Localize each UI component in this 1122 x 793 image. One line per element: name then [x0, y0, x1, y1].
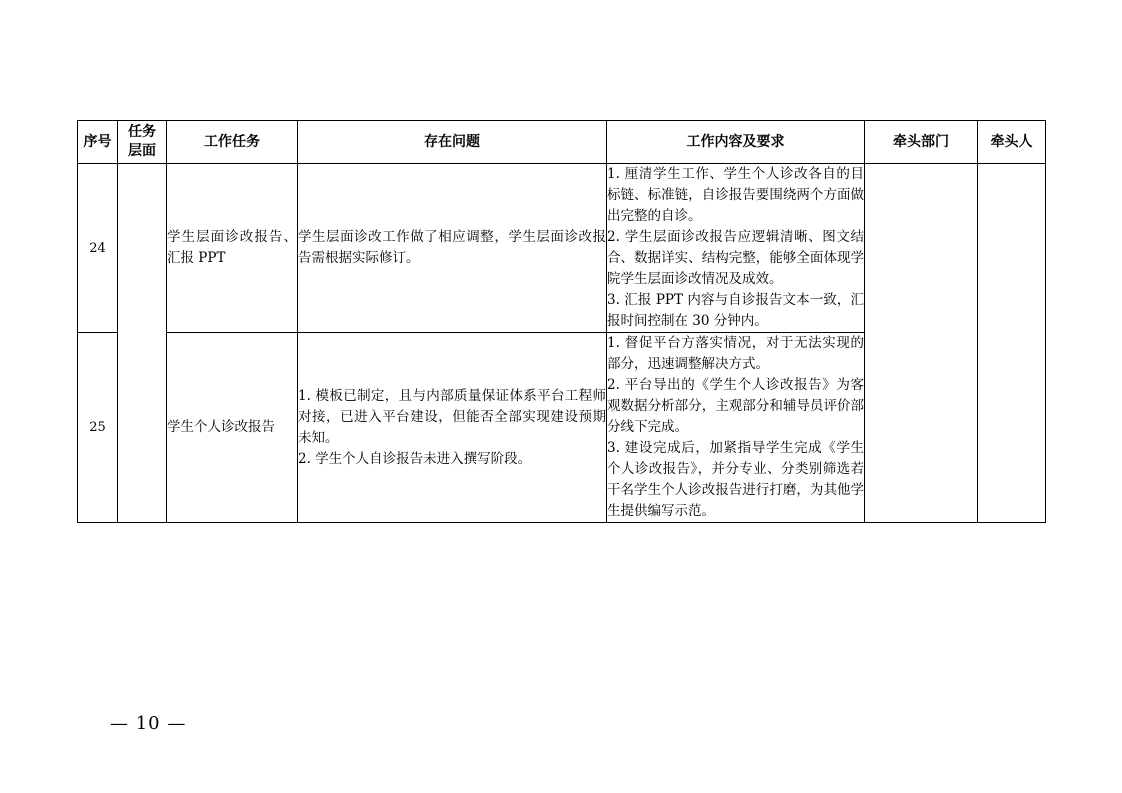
page-number: — 10 — [110, 713, 187, 734]
header-person: 牵头人 [978, 121, 1046, 164]
header-content: 工作内容及要求 [607, 121, 865, 164]
content-item: 1. 厘清学生工作、学生个人诊改各自的目标链、标准链，自诊报告要围绕两个方面做出完整的自诊。 [607, 166, 864, 224]
header-task: 工作任务 [167, 121, 298, 164]
content-item: 1. 督促平台方落实情况，对于无法实现的部分，迅速调整解决方式。 [607, 335, 864, 372]
header-seq: 序号 [78, 121, 118, 164]
row-seq: 25 [78, 333, 118, 523]
row-content [607, 164, 865, 333]
work-task-table [77, 120, 1046, 523]
row-content [607, 333, 865, 523]
table-header-row [78, 121, 1046, 164]
row-problem: 学生层面诊改工作做了相应调整，学生层面诊改报告需根据实际修订。 [298, 164, 607, 333]
row-task-level [118, 164, 167, 523]
content-item: 3. 建设完成后，加紧指导学生完成《学生个人诊改报告》，并分专业、分类别筛选若干名学生个人诊改报告进行打磨，为其他学生提供编写示范。 [607, 440, 864, 519]
row-seq: 24 [78, 164, 118, 333]
header-dept: 牵头部门 [865, 121, 978, 164]
row-task: 学生层面诊改报告、汇报 PPT [167, 164, 298, 333]
header-task-level-line1: 任务 [128, 124, 156, 140]
problem-item: 1. 模板已制定，且与内部质量保证体系平台工程师对接，已进入平台建设，但能否全部实现建设预期未知。 [298, 387, 606, 446]
header-task-level-line2: 层面 [128, 143, 156, 159]
row-person [978, 164, 1046, 523]
header-task-level [118, 121, 167, 164]
row-problem [298, 333, 607, 523]
content-item: 2. 学生层面诊改报告应逻辑清晰、图文结合、数据详实、结构完整，能够全面体现学院学生层面诊改情况及成效。 [607, 229, 864, 287]
row-task: 学生个人诊改报告 [167, 333, 298, 523]
row-dept [865, 164, 978, 523]
problem-item: 2. 学生个人自诊报告未进入撰写阶段。 [298, 450, 532, 467]
table-row [78, 164, 1046, 333]
content-item: 2. 平台导出的《学生个人诊改报告》为客观数据分析部分，主观部分和辅导员评价部分线下完成。 [607, 377, 864, 435]
header-problem: 存在问题 [298, 121, 607, 164]
content-item: 3. 汇报 PPT 内容与自诊报告文本一致，汇报时间控制在 30 分钟内。 [607, 292, 864, 329]
